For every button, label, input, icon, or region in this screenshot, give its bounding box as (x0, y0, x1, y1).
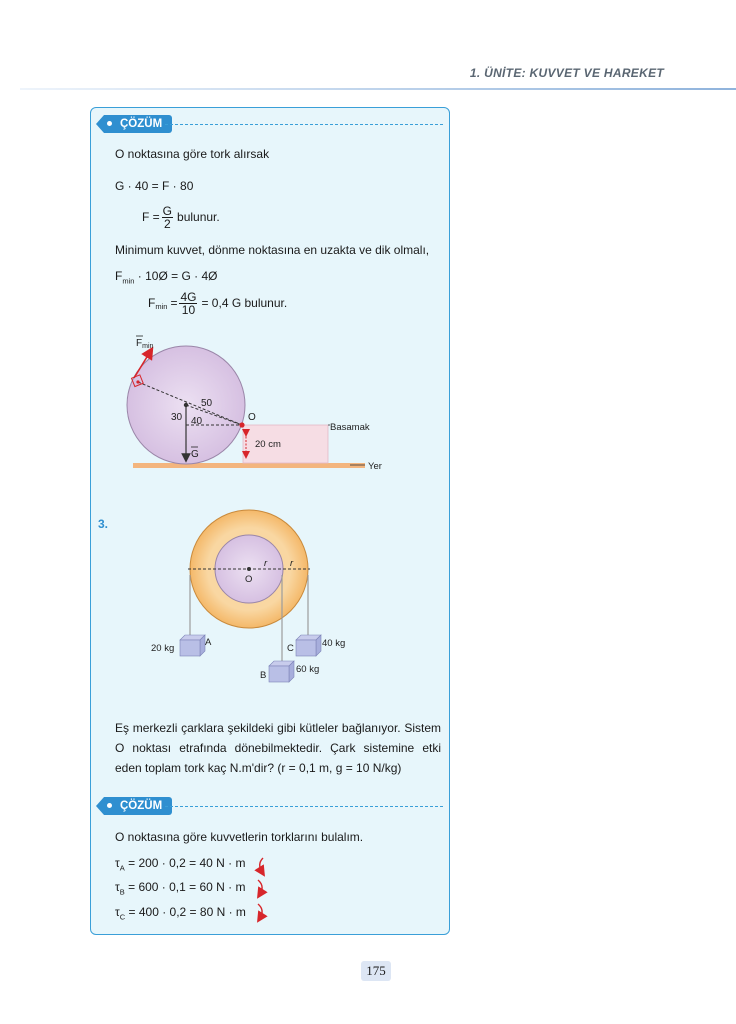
solution2-intro: O noktasına göre kuvvetlerin torklarını bulalım. (115, 830, 364, 844)
horizontal-distance-label: 40 (191, 416, 203, 427)
torque-c-arrow (258, 904, 262, 918)
block-a-letter: A (205, 637, 212, 648)
dashed-divider-2 (165, 806, 443, 807)
torque-symbol: τ (115, 880, 120, 894)
vertical-distance-label: 30 (171, 412, 183, 423)
eq2-lhs: F = (142, 210, 160, 224)
question-text: Eş merkezli çarklara şekildeki gibi kütleler bağlanıyor. Sistem O noktası etrafında dönebilmektedir. Çark sistemine etki eden toplam tork kaç N.m'dir? (r = 0,1 m, g = 10 N/kg) (115, 721, 441, 775)
solution-intro: O noktasına göre tork alırsak (115, 147, 270, 161)
center-o-label: O (245, 574, 253, 585)
height-label: 20 cm (255, 439, 281, 450)
block-b (269, 661, 294, 682)
inner-radius-label: r (264, 558, 268, 569)
fmin-label: $F_{min}$ (136, 338, 154, 350)
eq2-numerator: G (162, 203, 173, 218)
eq3-rest: · 10Ø = G · 4Ø (137, 269, 218, 283)
torque-sub: B (119, 887, 125, 897)
torque-b-arrow (258, 880, 262, 894)
eq2-denominator: 2 (164, 216, 171, 231)
eq4-eq: = (170, 296, 178, 310)
weight-label: G (191, 449, 199, 460)
torque-row-b (115, 880, 246, 899)
torque-sub: A (119, 863, 125, 873)
torque-sub: C (119, 912, 126, 922)
torque-expression: = 400 · 0,2 = 80 N · m (128, 905, 246, 919)
eq4-sub: min (155, 302, 168, 311)
solution-badge-2: ÇÖZÜM (104, 797, 172, 815)
block-c-letter: C (287, 643, 294, 654)
step-label: Basamak (330, 422, 370, 433)
eq4-f: F (148, 296, 156, 310)
min-force-text: Minimum kuvvet, dönme noktasına en uzakta ve dik olmalı, (115, 243, 430, 257)
block-a (180, 635, 205, 656)
solution-badge: ÇÖZÜM (104, 115, 172, 133)
mass-b-label: 60 kg (296, 664, 320, 675)
page-number: 175 (361, 961, 391, 981)
center-dot (184, 403, 188, 407)
outer-radius-label: r (290, 558, 294, 569)
torque-a-arrow (260, 858, 263, 872)
eq4-numerator: 4G (180, 289, 197, 304)
torque-symbol: τ (115, 856, 120, 870)
ground-label: Yer (368, 461, 382, 472)
torque-row-a (115, 856, 246, 875)
question-number: 3. (98, 517, 109, 531)
fmin-dot (136, 380, 139, 383)
eq3-f: F (115, 269, 123, 283)
block-b-letter: B (260, 670, 267, 681)
radius-label: 50 (201, 398, 213, 409)
block-c (296, 635, 321, 656)
pivot-label: O (248, 412, 256, 423)
eq4-rhs: = 0,4 G bulunur. (201, 296, 288, 310)
equation-1: G · 40 = F · 80 (115, 179, 194, 193)
eq2-rhs: bulunur. (177, 210, 220, 224)
wheel-center (247, 567, 251, 571)
pivot-point (239, 422, 244, 427)
torque-symbol: τ (115, 905, 120, 919)
torque-expression: = 600 · 0,1 = 60 N · m (128, 880, 246, 894)
mass-a-label: 20 kg (151, 643, 175, 654)
ground (133, 463, 365, 468)
mass-c-label: 40 kg (322, 638, 346, 649)
torque-row-c (115, 905, 246, 924)
eq4-denominator: 10 (181, 302, 196, 317)
unit-header: 1. ÜNİTE: KUVVET VE HAREKET (469, 66, 664, 80)
torque-expression: = 200 · 0,2 = 40 N · m (128, 856, 246, 870)
eq3-sub: min (122, 276, 135, 286)
